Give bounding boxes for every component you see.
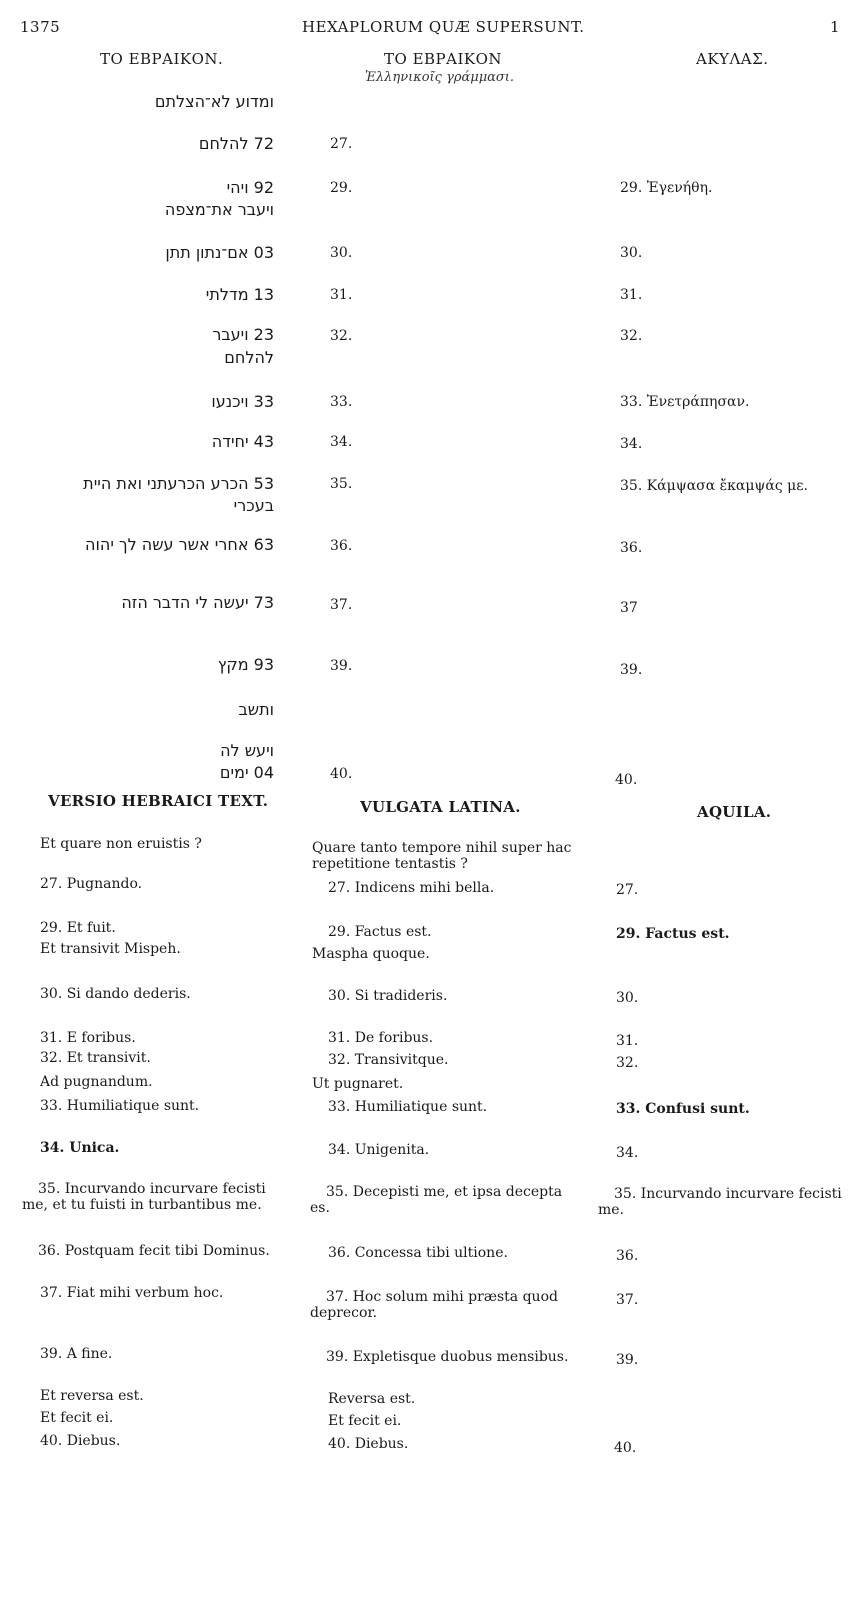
page-number-left: 1375 [20,18,61,36]
aquila-greek-verse: 35. Κάμψασα ἔκαμψάς με. [620,478,808,494]
aquila-latin-line: 36. [616,1248,639,1264]
versio-line: Et fecit ei. [40,1410,114,1426]
hebrew-line: ויעש לה [220,741,274,760]
transliteration-verse: 30. [330,245,353,261]
vulgata-line: 36. Concessa tibi ultione. [328,1245,508,1261]
aquila-greek-verse: 37 [620,600,638,616]
vulgata-line: 35. Decepisti me, et ipsa decepta es. [310,1184,563,1216]
versio-line: 29. Et fuit. [40,920,116,936]
hebrew-line: 40 ימים [219,763,274,782]
hebrew-line: 32 ויעבר [212,325,274,344]
aquila-greek-verse: 30. [620,245,643,261]
aquila-greek-verse: 31. [620,287,643,303]
vulgata-line: 34. Unigenita. [328,1142,430,1158]
versio-line: Et quare non eruistis ? [40,836,202,852]
aquila-latin-line: 34. [616,1145,639,1161]
hebrew-line: 33 ויכנעו [211,392,274,411]
col-header-aquila-greek: ΑΚΥΛΑΣ. [696,50,769,68]
hebrew-line: ותשב [238,700,274,719]
vulgata-line: 37. Hoc solum mihi præsta quod deprecor. [310,1289,558,1321]
hebrew-line: 34 יחידה [211,432,274,451]
transliteration-verse: 36. [330,538,353,554]
hebrew-line: 39 מקץ [217,655,274,674]
vulgata-line: 32. Transivitque. [328,1052,449,1068]
vulgata-line: Maspha quoque. [312,946,430,962]
versio-line: 37. Fiat mihi verbum hoc. [40,1285,224,1301]
versio-line: Et reversa est. [40,1388,144,1404]
aquila-greek-verse: 29. Ἐγενήθη. [620,180,713,196]
aquila-latin-line: 30. [616,990,639,1006]
hebrew-line: ומדוע לא־הצלתם [154,92,274,111]
col-header-hebrew-greek-sub: Ἑλληνικοῖς γράμμασι. [365,70,515,85]
transliteration-verse: 32. [330,328,353,344]
versio-line: 35. Incurvando incurvare fecisti me, et tu fuisti in turbantibus me. [22,1181,266,1213]
aquila-latin-line: 32. [616,1055,639,1071]
vulgata-line: Reversa est. [328,1391,416,1407]
aquila-greek-verse: 33. Ἐνετράπησαν. [620,394,750,410]
aquila-latin-line: 35. Incurvando incurvare fecisti me. [598,1186,842,1218]
versio-line: 40. Diebus. [40,1433,121,1449]
vulgata-line: Quare tanto tempore nihil super hac repetitione tentastis ? [312,840,572,872]
vulgata-line: 31. De foribus. [328,1030,434,1046]
vulgata-line: Ut pugnaret. [312,1076,404,1092]
versio-line: 27. Pugnando. [40,876,143,892]
hebrew-line: 29 ויהי [226,178,274,197]
hebrew-line: ויעבר את־מצפה [164,200,274,219]
versio-line: 39. A fine. [40,1346,113,1362]
versio-line: 31. E foribus. [40,1030,136,1046]
vulgata-line: Et fecit ei. [328,1413,402,1429]
aquila-latin-line: 31. [616,1033,639,1049]
aquila-greek-verse: 34. [620,436,643,452]
hebrew-line: בעכרי [233,496,274,515]
hebrew-line: 31 מדלתי [205,285,274,304]
aquila-latin-line: 33. Confusi sunt. [616,1101,750,1117]
transliteration-verse: 40. [330,766,353,782]
aquila-greek-verse: 40. [615,772,638,788]
versio-line: Et transivit Mispeh. [40,941,181,957]
vulgata-line: 39. Expletisque duobus mensibus. [326,1349,569,1365]
versio-line: 32. Et transivit. [40,1050,151,1066]
hebrew-line: 36 אחרי אשר עשה לך יהוה [85,535,274,554]
running-title: HEXAPLORUM QUÆ SUPERSUNT. [302,18,585,36]
aquila-greek-verse: 39. [620,662,643,678]
vulgata-line: 27. Indicens mihi bella. [328,880,495,896]
transliteration-verse: 29. [330,180,353,196]
aquila-latin-line: 37. [616,1292,639,1308]
aquila-latin-line: 29. Factus est. [616,926,730,942]
hebrew-line: להלחם [224,348,274,367]
hebrew-line: 30 אם־נתון תתן [165,243,274,262]
versio-line: 36. Postquam fecit tibi Dominus. [38,1243,270,1259]
versio-line: 30. Si dando dederis. [40,986,191,1002]
transliteration-verse: 34. [330,434,353,450]
versio-line: 34. Unica. [40,1140,120,1156]
transliteration-verse: 35. [330,476,353,492]
aquila-greek-verse: 32. [620,328,643,344]
col-header-aquila: AQUILA. [697,803,772,821]
col-header-versio: VERSIO HEBRAICI TEXT. [48,792,269,810]
transliteration-verse: 27. [330,136,353,152]
vulgata-line: 30. Si tradideris. [328,988,448,1004]
col-header-hebrew: ΤΟ ΕΒΡΑΙΚΟΝ. [100,50,224,68]
vulgata-line: 33. Humiliatique sunt. [328,1099,488,1115]
aquila-latin-line: 39. [616,1352,639,1368]
page-number-right: 1 [830,18,841,36]
vulgata-line: 29. Factus est. [328,924,432,940]
hebrew-line: 37 יעשה לי הדבר הזה [121,593,274,612]
aquila-latin-line: 40. [614,1440,637,1456]
col-header-vulgata: VULGATA LATINA. [360,798,521,816]
aquila-latin-line: 27. [616,882,639,898]
hebrew-line: 27 להלחם [198,134,274,153]
transliteration-verse: 31. [330,287,353,303]
vulgata-line: 40. Diebus. [328,1436,409,1452]
transliteration-verse: 37. [330,597,353,613]
col-header-hebrew-greek: ΤΟ ΕΒΡΑΙΚΟΝ [384,50,503,68]
versio-line: 33. Humiliatique sunt. [40,1098,200,1114]
versio-line: Ad pugnandum. [40,1074,153,1090]
aquila-greek-verse: 36. [620,540,643,556]
transliteration-verse: 39. [330,658,353,674]
hebrew-line: 35 הכרע הכרעתני ואת היית [83,474,274,493]
transliteration-verse: 33. [330,394,353,410]
